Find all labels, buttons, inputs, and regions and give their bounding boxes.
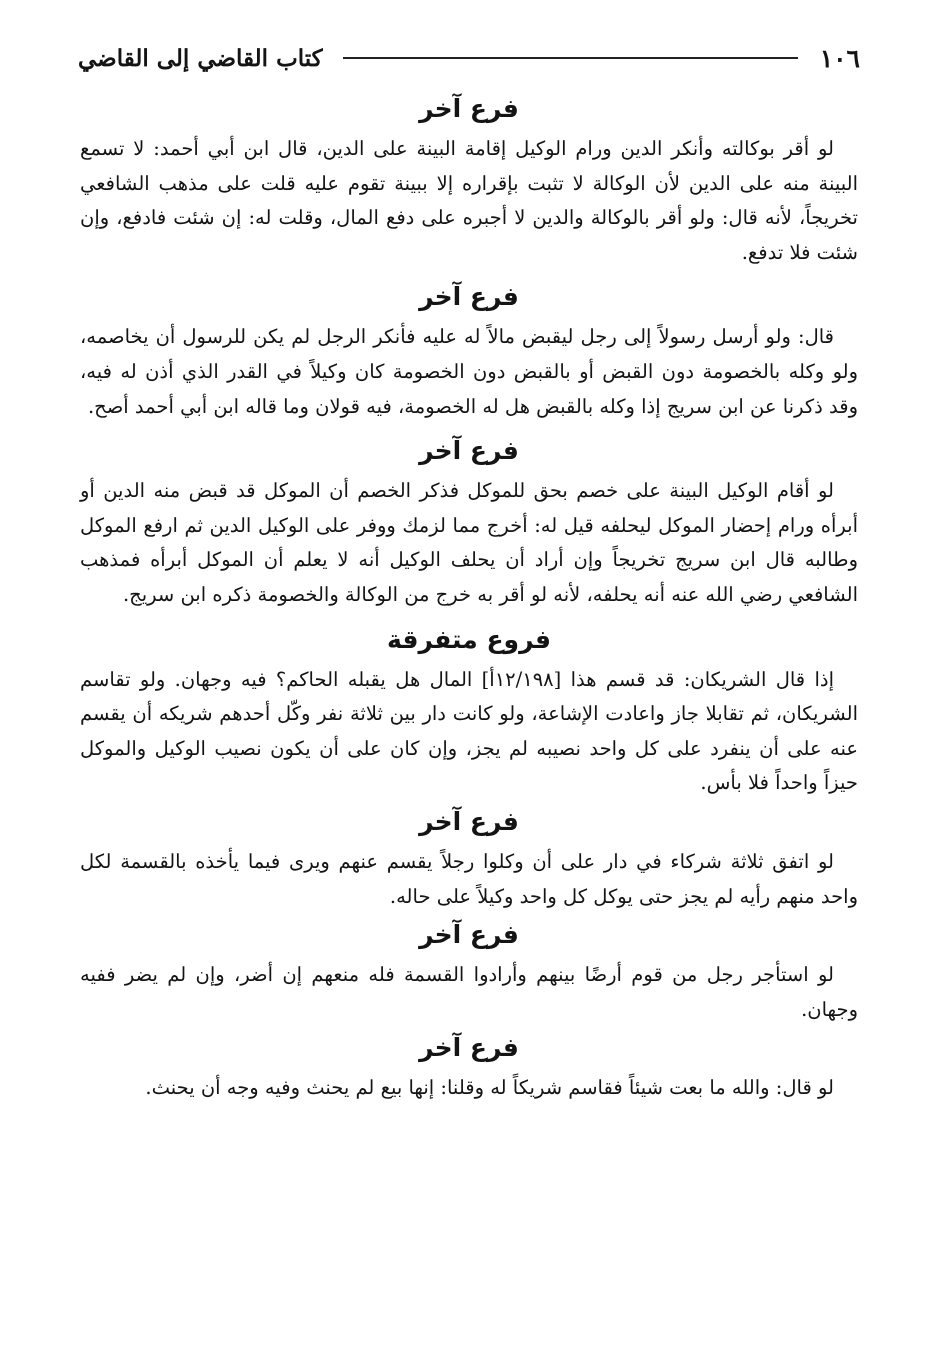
section-heading: فرع آخر: [419, 436, 519, 466]
running-title: كتاب القاضي إلى القاضي: [78, 44, 323, 72]
page-number: ١٠٦: [819, 43, 860, 73]
section-heading: فرع آخر: [419, 282, 519, 312]
section-paragraph: لو قال: والله ما بعت شيئاً فقاسم شريكاً له وقلنا: إنها بيع لم يحنث وفيه وجه أن يحنث.: [145, 1076, 834, 1100]
section-paragraph: لو اتفق ثلاثة شركاء في دار على أن وكلوا رجلاً يقسم عنهم ويرى فيما يأخذه بالقسمة لكل واحد منهم رأيه لم يجز حتى يوكل كل واحد وكيلاً على حاله.: [80, 849, 858, 908]
page-body: [80, 88, 858, 1106]
section-heading: فرع آخر: [419, 920, 519, 950]
header-rule: [343, 57, 798, 59]
section-paragraph: إذا قال الشريكان: قد قسم هذا [١٢/١٩٨أ] المال هل يقبله الحاكم؟ فيه وجهان. ولو تقاسم الشريكان، ثم تقابلا جاز واعادت الإشاعة، ولو كانت دار بين ثلاثة نفر وكّل أحدهم شريكه أن يقسم عنه على أن ينفرد على كل واحد نصيبه لم يجز، وإن كان على أن يكون نصيب الوكيل والموكل حيزاً واحداً فلا بأس.: [80, 667, 858, 795]
section-heading: فروع متفرقة: [386, 624, 551, 654]
page-header: [78, 38, 860, 78]
section-paragraph: لو أقر بوكالته وأنكر الدين ورام الوكيل إقامة البينة على الدين، قال ابن أبي أحمد: لا تسمع البينة منه على الدين لأن الوكالة لا تثبت بإقراره إلا ببينة تقوم عليه قلت على مذهب الشافعي تخريجاً، لأنه قال: ولو أقر بالوكالة والدين لا أجبره على دفع المال، وقلت له: إن شئت فادفع، وإن شئت فلا تدفع.: [80, 137, 858, 264]
section-heading: فرع آخر: [419, 806, 519, 836]
section-paragraph: لو أقام الوكيل البينة على خصم بحق للموكل فذكر الخصم أن الموكل قد قبض منه الدين أو أبرأه ورام إحضار الموكل ليحلفه قيل له: أخرج مما لزمك ووفر على الوكيل الدين ثم ارفع الموكل وطالبه قال ابن سريج تخريجاً وإن أراد أن يحلف الوكيل أنه لا يعلم أن الموكل أبرأه فمذهب الشافعي رضي الله عنه أنه يحلفه، لأنه لو أقر به خرج من الوكالة والخصومة ذكره ابن سريج.: [80, 479, 858, 606]
section-paragraph: لو استأجر رجل من قوم أرضًا بينهم وأرادوا القسمة فله منعهم إن أضر، وإن لم يضر ففيه وجهان.: [80, 963, 858, 1021]
section-heading: فرع آخر: [419, 94, 519, 123]
section-paragraph: قال: ولو أرسل رسولاً إلى رجل ليقبض مالاً له عليه فأنكر الرجل لم يكن للرسول أن يخاصمه، ولو وكله بالخصومة دون القبض أو بالقبض دون الخصومة كان وكيلاً في القدر الذي أذن له فيه، وقد ذكرنا عن ابن سريج إذا وكله بالقبض هل له الخصومة، فيه قولان وما قاله ابن أبي أحمد أصح.: [80, 325, 858, 418]
section-heading: فرع آخر: [419, 1033, 519, 1063]
